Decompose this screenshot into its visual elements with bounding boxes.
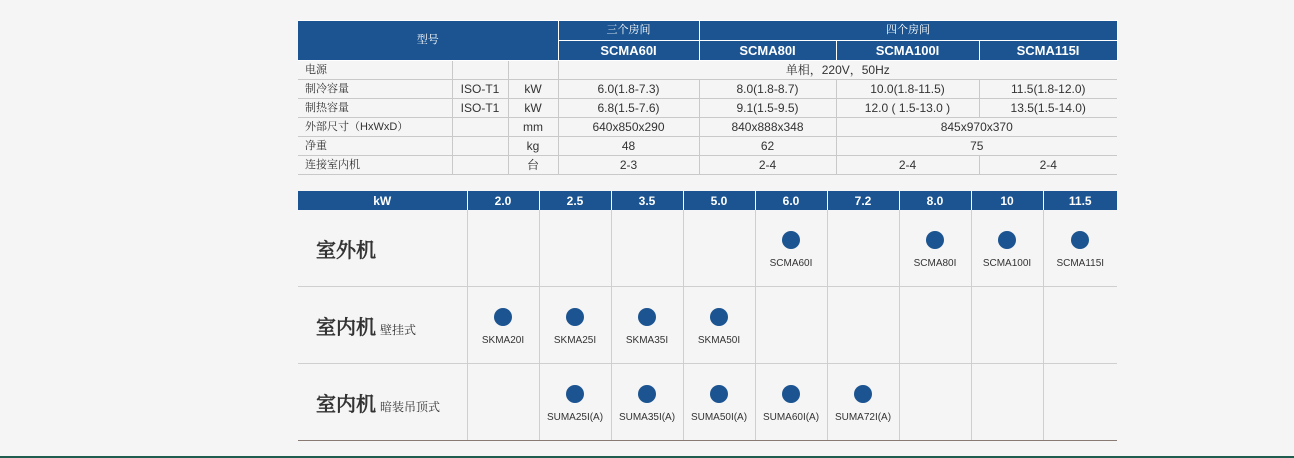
unit-cell: mm <box>508 118 558 137</box>
value-cell: 10.0(1.8-11.5) <box>836 80 979 99</box>
combo-cell <box>971 364 1043 441</box>
value-cell: 13.5(1.5-14.0) <box>979 99 1117 118</box>
row-label-main: 室内机 <box>316 316 376 339</box>
model-name: SCMA80I <box>699 41 836 61</box>
combo-cell <box>539 287 611 364</box>
spec-row-heating <box>298 99 1117 118</box>
power-value: 单相，220V，50Hz <box>558 61 1117 80</box>
combo-cell <box>539 364 611 441</box>
availability-dot-icon <box>1071 231 1089 249</box>
combo-cell <box>611 287 683 364</box>
availability-dot-icon <box>926 231 944 249</box>
capacity-header: 6.0 <box>755 191 827 210</box>
combo-cell <box>827 210 899 287</box>
combo-cell <box>755 287 827 364</box>
combo-cell <box>467 364 539 441</box>
model-label: SKMA50I <box>697 335 741 346</box>
unit-cell: kW <box>508 80 558 99</box>
model-label: SUMA60I(A) <box>762 412 820 423</box>
combo-cell <box>539 210 611 287</box>
group-three-rooms: 三个房间 <box>558 21 699 41</box>
kw-header: kW <box>298 191 467 210</box>
value-cell: 12.0 ( 1.5-13.0 ) <box>836 99 979 118</box>
capacity-header: 8.0 <box>899 191 971 210</box>
combo-cell <box>1043 287 1117 364</box>
value-cell: 6.0(1.8-7.3) <box>558 80 699 99</box>
value-cell: 2-4 <box>699 156 836 175</box>
standard-cell: ISO-T1 <box>452 80 508 99</box>
value-cell: 9.1(1.5-9.5) <box>699 99 836 118</box>
standard-cell: ISO-T1 <box>452 99 508 118</box>
model-name: SCMA115I <box>979 41 1117 61</box>
combo-cell <box>899 364 971 441</box>
value-cell: 62 <box>699 137 836 156</box>
availability-dot-icon <box>566 308 584 326</box>
value-cell: 845x970x370 <box>836 118 1117 137</box>
model-label: SUMA35I(A) <box>618 412 676 423</box>
availability-dot-icon <box>638 385 656 403</box>
row-label-sub: 暗装吊顶式 <box>380 399 441 414</box>
combo-row <box>298 287 1117 364</box>
spec-row-dimension <box>298 118 1117 137</box>
capacity-header: 7.2 <box>827 191 899 210</box>
combo-cell <box>611 364 683 441</box>
capacity-header: 11.5 <box>1043 191 1117 210</box>
spec-table <box>298 20 1118 175</box>
empty-cell <box>508 61 558 80</box>
combo-cell <box>683 287 755 364</box>
value-cell: 8.0(1.8-8.7) <box>699 80 836 99</box>
combination-table <box>298 191 1117 441</box>
combo-row <box>298 210 1117 287</box>
spec-row-power <box>298 61 1117 80</box>
combo-cell <box>899 287 971 364</box>
value-cell: 6.8(1.5-7.6) <box>558 99 699 118</box>
model-label: SUMA50I(A) <box>690 412 748 423</box>
spec-row-indoor <box>298 156 1117 175</box>
empty-cell <box>452 61 508 80</box>
model-label: SKMA25I <box>553 335 597 346</box>
combo-cell <box>611 210 683 287</box>
model-label: SUMA72I(A) <box>834 412 892 423</box>
value-cell: 11.5(1.8-12.0) <box>979 80 1117 99</box>
combo-cell <box>683 210 755 287</box>
availability-dot-icon <box>710 308 728 326</box>
combo-cell <box>899 210 971 287</box>
row-label <box>298 364 467 441</box>
row-label <box>298 287 467 364</box>
row-label: 制冷容量 <box>298 80 452 99</box>
combo-cell <box>1043 210 1117 287</box>
availability-dot-icon <box>638 308 656 326</box>
combo-cell <box>755 210 827 287</box>
row-label: 外部尺寸（HxWxD） <box>298 118 452 137</box>
combo-cell <box>467 287 539 364</box>
spec-header-row-1 <box>298 21 1117 41</box>
value-cell: 75 <box>836 137 1117 156</box>
row-label: 制热容量 <box>298 99 452 118</box>
unit-cell: 台 <box>508 156 558 175</box>
availability-dot-icon <box>566 385 584 403</box>
value-cell: 48 <box>558 137 699 156</box>
availability-dot-icon <box>782 231 800 249</box>
row-label-sub: 壁挂式 <box>380 322 417 337</box>
model-label: SCMA60I <box>769 258 813 269</box>
combo-cell <box>971 210 1043 287</box>
model-label: SUMA25I(A) <box>546 412 604 423</box>
row-label-main: 室内机 <box>316 393 376 416</box>
model-label: SCMA115I <box>1056 258 1105 269</box>
combo-header-row <box>298 191 1117 210</box>
value-cell: 2-3 <box>558 156 699 175</box>
combo-cell <box>467 210 539 287</box>
combo-row <box>298 364 1117 441</box>
model-label: SCMA80I <box>913 258 957 269</box>
empty-cell <box>452 156 508 175</box>
spec-row-cooling <box>298 80 1117 99</box>
capacity-header: 2.0 <box>467 191 539 210</box>
row-label-main: 室外机 <box>316 239 376 262</box>
unit-cell: kW <box>508 99 558 118</box>
model-header: 型号 <box>298 21 558 61</box>
combo-cell <box>683 364 755 441</box>
value-cell: 2-4 <box>979 156 1117 175</box>
model-label: SKMA35I <box>625 335 669 346</box>
model-label: SKMA20I <box>481 335 525 346</box>
availability-dot-icon <box>710 385 728 403</box>
availability-dot-icon <box>494 308 512 326</box>
combo-cell <box>755 364 827 441</box>
combo-cell <box>971 287 1043 364</box>
combo-body <box>298 210 1117 441</box>
availability-dot-icon <box>854 385 872 403</box>
combo-cell <box>827 287 899 364</box>
spec-row-weight <box>298 137 1117 156</box>
unit-cell: kg <box>508 137 558 156</box>
row-label: 连接室内机 <box>298 156 452 175</box>
availability-dot-icon <box>998 231 1016 249</box>
value-cell: 840x888x348 <box>699 118 836 137</box>
empty-cell <box>452 118 508 137</box>
model-name: SCMA60I <box>558 41 699 61</box>
availability-dot-icon <box>782 385 800 403</box>
empty-cell <box>452 137 508 156</box>
capacity-header: 2.5 <box>539 191 611 210</box>
capacity-header: 10 <box>971 191 1043 210</box>
group-four-rooms: 四个房间 <box>699 21 1117 41</box>
capacity-header: 5.0 <box>683 191 755 210</box>
combo-cell <box>827 364 899 441</box>
combo-cell <box>1043 364 1117 441</box>
row-label: 净重 <box>298 137 452 156</box>
row-label <box>298 210 467 287</box>
row-label: 电源 <box>298 61 452 80</box>
capacity-header: 3.5 <box>611 191 683 210</box>
value-cell: 640x850x290 <box>558 118 699 137</box>
model-label: SCMA100I <box>982 258 1032 269</box>
value-cell: 2-4 <box>836 156 979 175</box>
model-name: SCMA100I <box>836 41 979 61</box>
